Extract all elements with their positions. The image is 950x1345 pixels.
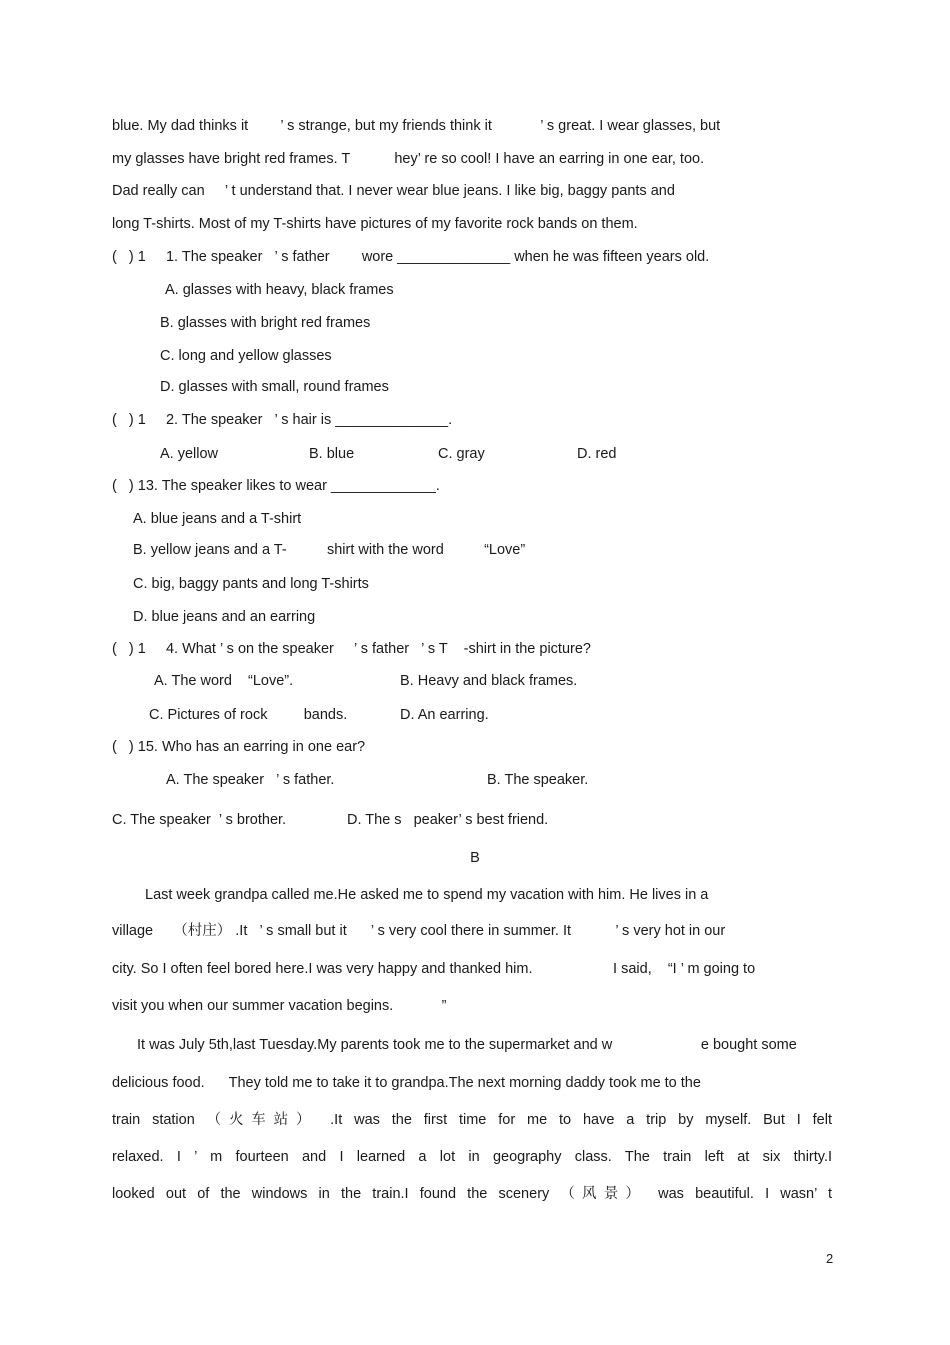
question-14-stem: ( ) 1 4. What ’ s on the speaker ’ s father ’ s T -shirt in the picture? [112,641,591,657]
question-15-option-c: C. The speaker ’ s brother. [112,812,287,828]
passage-line: looked out of the windows in the train.I found the scenery （风景） was beautiful. I wasn’ t [112,1186,832,1202]
question-13-option-b: B. yellow jeans and a T- shirt with the word “Love” [133,542,526,558]
passage-line: my glasses have bright red frames. T hey’ re so cool! I have an earring in one ear, too. [112,151,705,167]
question-13-stem: ( ) 13. The speaker likes to wear _____________. [112,478,440,494]
question-13-option-d: D. blue jeans and an earring [133,609,316,625]
question-11-option-b: B. glasses with bright red frames [160,315,371,331]
question-11-option-d: D. glasses with small, round frames [160,379,389,395]
passage-line: train station （火车站） .It was the first time for me to have a trip by myself. But I felt [112,1112,832,1128]
question-12-option-b: B. blue [309,446,355,462]
question-11-stem: ( ) 1 1. The speaker ’ s father wore ______________ when he was fifteen years old. [112,249,710,265]
question-13-option-a: A. blue jeans and a T-shirt [133,511,302,527]
question-15-option-d: D. The s peaker’ s best friend. [347,812,549,828]
question-14-option-b: B. Heavy and black frames. [400,673,578,689]
passage-line: blue. My dad thinks it ’ s strange, but my friends think it ’ s great. I wear glasses, but [112,118,721,134]
question-14-option-a: A. The word “Love”. [154,673,294,689]
passage-line: village （村庄） .It ’ s small but it ’ s very cool there in summer. It ’ s very hot in our [112,923,726,939]
section-heading: B [470,850,480,866]
page-number: 2 [826,1251,834,1266]
question-15-stem: ( ) 15. Who has an earring in one ear? [112,739,366,755]
question-15-option-b: B. The speaker. [487,772,589,788]
passage-line: long T-shirts. Most of my T-shirts have pictures of my favorite rock bands on them. [112,216,638,232]
question-12-option-d: D. red [577,446,617,462]
question-11-option-a: A. glasses with heavy, black frames [165,282,394,298]
question-12-option-a: A. yellow [160,446,219,462]
question-11-option-c: C. long and yellow glasses [160,348,332,364]
question-14-option-d: D. An earring. [400,707,489,723]
question-14-option-c: C. Pictures of rock bands. [149,707,348,723]
passage-line: Dad really can ’ t understand that. I never wear blue jeans. I like big, baggy pants and [112,183,675,199]
passage-line: Last week grandpa called me.He asked me to spend my vacation with him. He lives in a [145,887,709,903]
question-15-option-a: A. The speaker ’ s father. [166,772,335,788]
passage-line: It was July 5th,last Tuesday.My parents took me to the supermarket and w e bought some [137,1037,797,1053]
question-13-option-c: C. big, baggy pants and long T-shirts [133,576,369,592]
passage-line: delicious food. They told me to take it to grandpa.The next morning daddy took me to the [112,1075,701,1091]
passage-line: city. So I often feel bored here.I was very happy and thanked him. I said, “I ’ m going to [112,961,756,977]
question-12-stem: ( ) 1 2. The speaker ’ s hair is ______________. [112,412,453,428]
passage-line: visit you when our summer vacation begins. ” [112,998,447,1014]
question-12-option-c: C. gray [438,446,485,462]
passage-line: relaxed. I ’ m fourteen and I learned a lot in geography class. The train left at six thirty.I [112,1149,832,1165]
